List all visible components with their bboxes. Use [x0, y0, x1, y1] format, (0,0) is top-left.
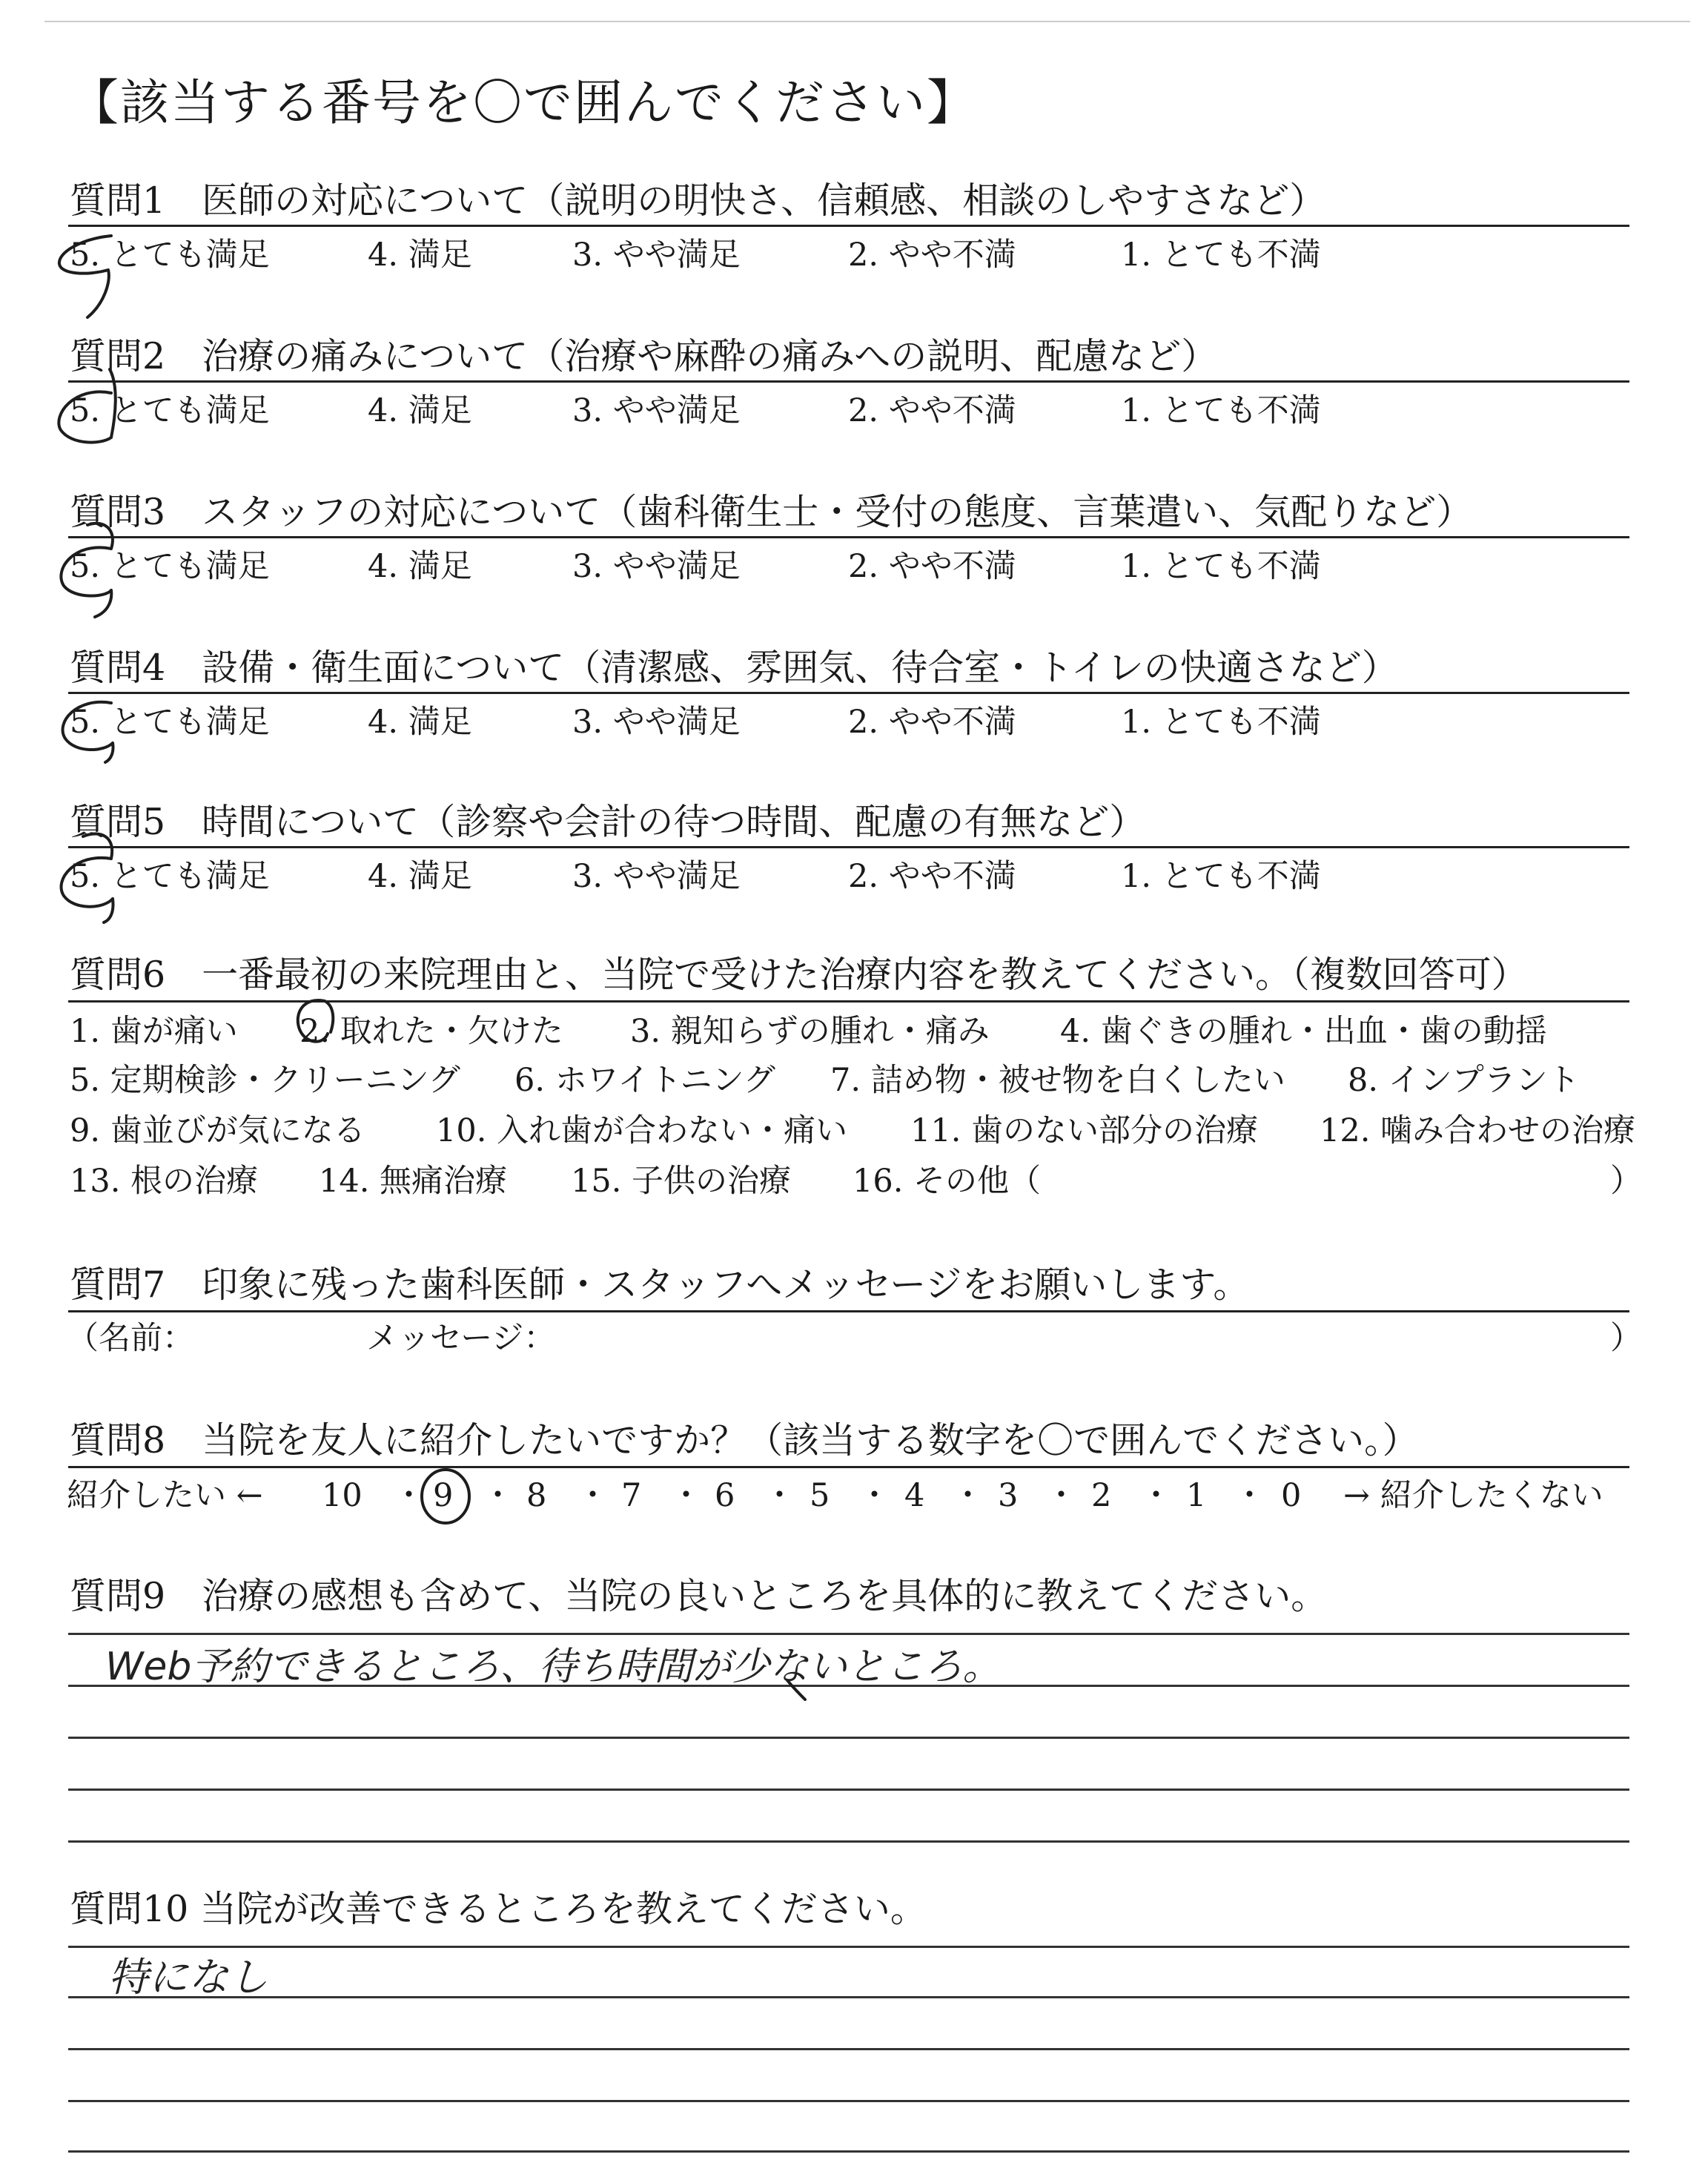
q6-option-8[interactable]: 8. インプラント [1348, 1062, 1580, 1099]
q6-option-12[interactable]: 12. 噛み合わせの治療 [1320, 1112, 1636, 1149]
q4-option-2[interactable]: 2. やや不満 [848, 704, 1016, 741]
q3-option-4[interactable]: 4. 満足 [368, 548, 472, 585]
q1-option-4[interactable]: 4. 満足 [368, 237, 472, 274]
q8-scale-7[interactable]: 7 [621, 1477, 642, 1514]
q8-circle-mark [422, 1470, 469, 1523]
question-10-text: 質問10 当院が改善できるところを教えてください。 [70, 1888, 927, 1930]
q3-option-1[interactable]: 1. とても不満 [1121, 548, 1321, 585]
q4-option-5[interactable]: 5. とても満足 [70, 704, 270, 741]
q8-scale-10[interactable]: 10 [322, 1477, 363, 1514]
question-2-text: 質問2 治療の痛みについて（治療や麻酔の痛みへの説明、配慮など） [70, 335, 1218, 377]
q8-scale-dot: ・ [577, 1477, 609, 1514]
q10-handwritten-answer[interactable]: 特になし [108, 1954, 268, 2001]
q4-option-3[interactable]: 3. やや満足 [572, 704, 741, 741]
question-6-text: 質問6 一番最初の来院理由と、当院で受けた治療内容を教えてください。（複数回答可） [70, 954, 1528, 996]
q7-name-label: （名前： [67, 1320, 194, 1357]
question-8-text: 質問8 当院を友人に紹介したいですか？（該当する数字を〇で囲んでください。） [70, 1419, 1419, 1462]
q8-scale-dot: ・ [1140, 1477, 1172, 1514]
q2-option-3[interactable]: 3. やや満足 [572, 392, 741, 429]
question-1-text: 質問1 医師の対応について（説明の明快さ、信頼感、相談のしやすさなど） [70, 179, 1326, 222]
q2-option-1[interactable]: 1. とても不満 [1121, 392, 1321, 429]
q6-option-14[interactable]: 14. 無痛治療 [319, 1163, 508, 1200]
q1-option-2[interactable]: 2. やや不満 [848, 237, 1016, 274]
q5-option-5[interactable]: 5. とても満足 [70, 858, 270, 895]
page-title: 【該当する番号を〇で囲んでください】 [70, 74, 977, 131]
q6-option-13[interactable]: 13. 根の治療 [70, 1163, 259, 1200]
q5-option-2[interactable]: 2. やや不満 [848, 858, 1016, 895]
q9-underline-stroke [787, 1680, 805, 1700]
q8-scale-0[interactable]: 0 [1281, 1477, 1302, 1514]
q6-other-close: ） [1610, 1163, 1642, 1200]
q5-option-3[interactable]: 3. やや満足 [572, 858, 741, 895]
q2-option-2[interactable]: 2. やや不満 [848, 392, 1016, 429]
q3-option-3[interactable]: 3. やや満足 [572, 548, 741, 585]
q8-scale-dot: ・ [670, 1477, 702, 1514]
q4-option-1[interactable]: 1. とても不満 [1121, 704, 1321, 741]
q6-option-5[interactable]: 5. 定期検診・クリーニング [70, 1062, 460, 1099]
question-3-text: 質問3 スタッフの対応について（歯科衛生士・受付の態度、言葉遣い、気配りなど） [70, 491, 1473, 533]
q8-scale-4[interactable]: 4 [904, 1477, 925, 1514]
q8-scale-dot: ・ [393, 1477, 425, 1514]
q8-scale-dot: ・ [1045, 1477, 1077, 1514]
q4-option-4[interactable]: 4. 満足 [368, 704, 472, 741]
q8-scale-2[interactable]: 2 [1091, 1477, 1112, 1514]
q6-option-15[interactable]: 15. 子供の治療 [571, 1163, 792, 1200]
q4-circle-mark [63, 702, 113, 762]
q8-scale-1[interactable]: 1 [1186, 1477, 1207, 1514]
q5-option-4[interactable]: 4. 満足 [368, 858, 472, 895]
q1-option-1[interactable]: 1. とても不満 [1121, 237, 1321, 274]
q8-scale-6[interactable]: 6 [715, 1477, 735, 1514]
q7-message-label: メッセージ： [366, 1320, 556, 1357]
question-7-text: 質問7 印象に残った歯科医師・スタッフへメッセージをお願いします。 [70, 1264, 1250, 1306]
q9-handwritten-answer[interactable]: Web予約できるところ、待ち時間が少ないところ。 [105, 1645, 1002, 1689]
q5-circle-mark [62, 834, 113, 922]
q3-option-2[interactable]: 2. やや不満 [848, 548, 1016, 585]
q6-option-10[interactable]: 10. 入れ歯が合わない・痛い [436, 1112, 848, 1149]
q8-left-label: 紹介したい ← [67, 1477, 263, 1514]
q3-option-5[interactable]: 5. とても満足 [70, 548, 270, 585]
q6-option-4[interactable]: 4. 歯ぐきの腫れ・出血・歯の動揺 [1060, 1013, 1547, 1050]
q7-close: ） [1610, 1320, 1642, 1357]
q8-scale-8[interactable]: 8 [526, 1477, 547, 1514]
q6-option-2[interactable]: 2. 取れた・欠けた [299, 1013, 563, 1050]
q1-option-3[interactable]: 3. やや満足 [572, 237, 741, 274]
q1-option-5[interactable]: 5. とても満足 [70, 237, 270, 274]
q3-circle-mark [61, 524, 113, 617]
q2-option-5[interactable]: 5. とても満足 [70, 392, 270, 429]
q8-scale-dot: ・ [858, 1477, 890, 1514]
q8-scale-5[interactable]: 5 [810, 1477, 830, 1514]
q2-circle-mark [59, 369, 115, 443]
q2-option-4[interactable]: 4. 満足 [368, 392, 472, 429]
q6-option-16[interactable]: 16. その他（ [853, 1163, 1042, 1200]
question-4-text: 質問4 設備・衛生面について（清潔感、雰囲気、待合室・トイレの快適さなど） [70, 647, 1398, 689]
q8-scale-dot: ・ [482, 1477, 514, 1514]
q6-option-7[interactable]: 7. 詰め物・被せ物を白くしたい [830, 1062, 1285, 1099]
q1-circle-mark [59, 236, 111, 317]
q5-option-1[interactable]: 1. とても不満 [1121, 858, 1321, 895]
q6-option-3[interactable]: 3. 親知らずの腫れ・痛み [630, 1013, 990, 1050]
q6-circle-mark [298, 1000, 334, 1042]
q8-scale-dot: ・ [952, 1477, 984, 1514]
q8-scale-dot: ・ [764, 1477, 795, 1514]
q6-option-11[interactable]: 11. 歯のない部分の治療 [910, 1112, 1259, 1149]
q6-option-1[interactable]: 1. 歯が痛い [70, 1013, 238, 1050]
q6-option-9[interactable]: 9. 歯並びが気になる [70, 1112, 365, 1149]
question-9-text: 質問9 治療の感想も含めて、当院の良いところを具体的に教えてください。 [70, 1575, 1328, 1617]
q8-scale-dot: ・ [1234, 1477, 1265, 1514]
q8-scale-3[interactable]: 3 [998, 1477, 1019, 1514]
q8-right-label: → 紹介したくない [1343, 1477, 1603, 1514]
q6-option-6[interactable]: 6. ホワイトニング [514, 1062, 775, 1099]
q8-scale-9[interactable]: 9 [433, 1477, 454, 1514]
question-5-text: 質問5 時間について（診察や会計の待つ時間、配慮の有無など） [70, 801, 1146, 843]
